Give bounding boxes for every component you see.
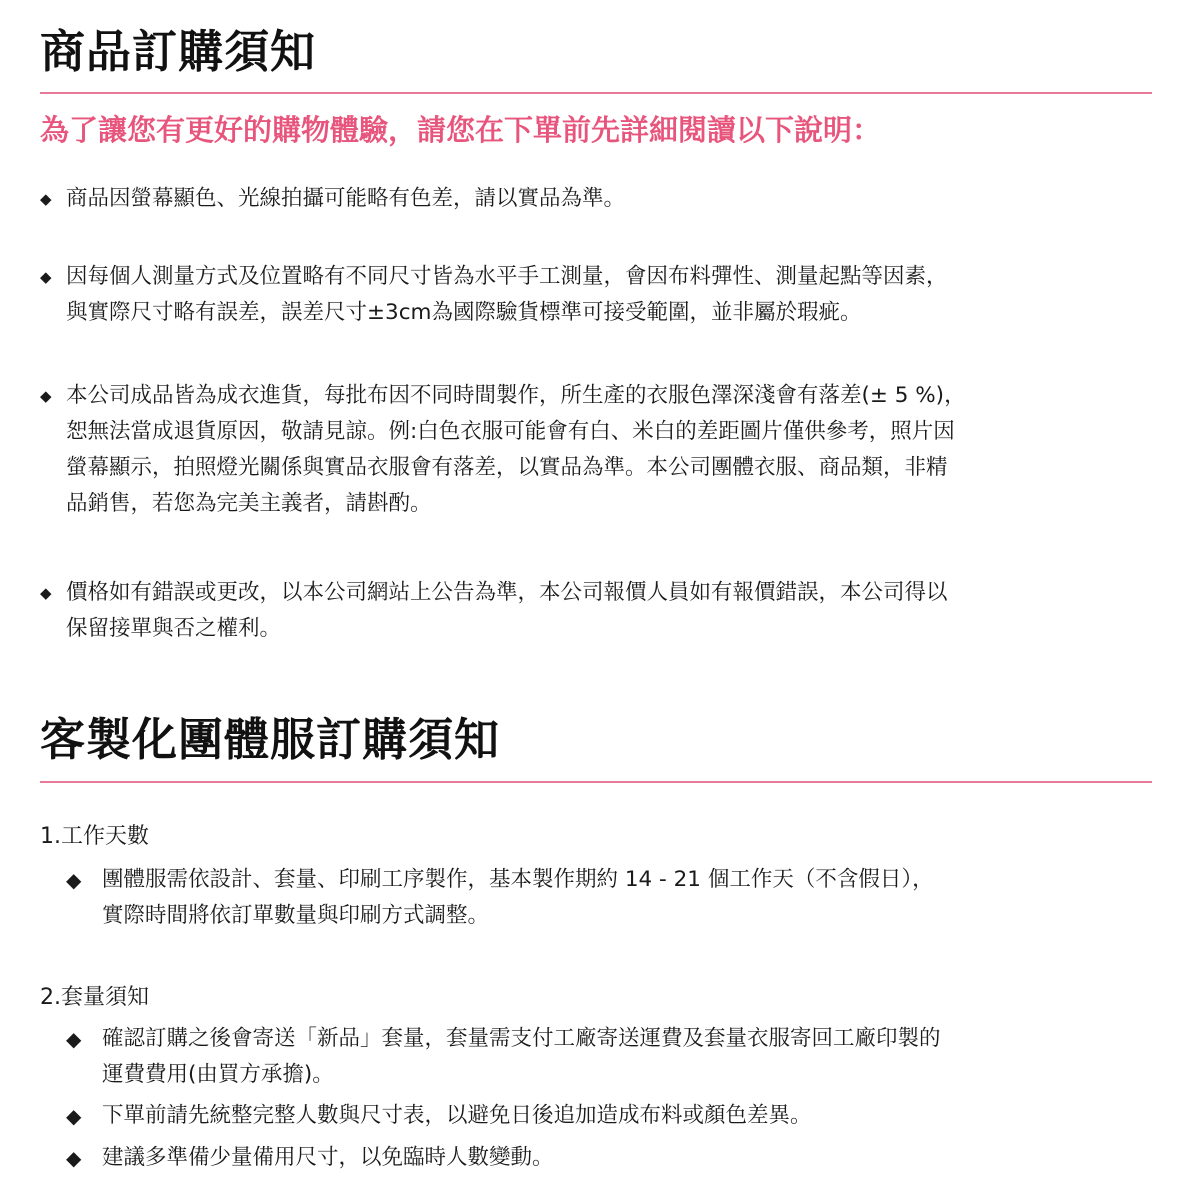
bullet-line: 螢幕顯示，拍照燈光關係與實品衣服會有落差，以實品為準。本公司團體衣服、商品類，非精 [66, 455, 948, 480]
group-heading-work-days: 1.工作天數 [40, 824, 149, 849]
diamond-bullet-icon: ◆ [66, 1104, 82, 1128]
bullet-text [102, 862, 1146, 934]
bullet-text [66, 378, 1150, 522]
bullet-line: 恕無法當成退貨原因，敬請見諒。例:白色衣服可能會有白、米白的差距圖片僅供參考，照片因 [66, 419, 955, 444]
bullet-text [66, 575, 1150, 647]
custom-order-bullet [66, 1140, 1146, 1176]
notice-bullet [40, 181, 1150, 217]
custom-order-bullet [66, 1021, 1146, 1093]
diamond-bullet-icon: ◆ [40, 268, 52, 286]
bullet-line: 商品因螢幕顯色、光線拍攝可能略有色差，請以實品為準。 [66, 186, 626, 211]
bullet-line: 確認訂購之後會寄送「新品」套量，套量需支付工廠寄送運費及套量衣服寄回工廠印製的 [102, 1026, 941, 1051]
bullet-line: 與實際尺寸略有誤差，誤差尺寸±3cm為國際驗貨標準可接受範圍，並非屬於瑕疵。 [66, 300, 862, 325]
section1-title: 商品訂購須知 [40, 25, 317, 78]
bullet-line: 運費費用(由買方承擔)。 [102, 1062, 334, 1087]
custom-order-bullet [66, 862, 1146, 934]
section2-title: 客製化團體服訂購須知 [40, 713, 501, 766]
diamond-bullet-icon: ◆ [40, 190, 52, 208]
section2-divider [40, 781, 1152, 783]
bullet-line: 實際時間將依訂單數量與印刷方式調整。 [102, 903, 490, 928]
bullet-line: 建議多準備少量備用尺寸，以免臨時人數變動。 [102, 1145, 554, 1170]
bullet-text [102, 1021, 1146, 1093]
bullet-line: 品銷售，若您為完美主義者，請斟酌。 [66, 491, 432, 516]
bullet-text [66, 181, 1150, 217]
bullet-line: 下單前請先統整完整人數與尺寸表，以避免日後追加造成布料或顏色差異。 [102, 1103, 812, 1128]
custom-order-bullet [66, 1098, 1146, 1134]
notice-bullet [40, 259, 1150, 331]
diamond-bullet-icon: ◆ [66, 868, 82, 892]
bullet-line: 本公司成品皆為成衣進貨，每批布因不同時間製作，所生產的衣服色澤深淺會有落差(± 5 %)， [66, 383, 966, 408]
diamond-bullet-icon: ◆ [66, 1146, 82, 1170]
bullet-text [66, 259, 1150, 331]
section1-subtitle: 為了讓您有更好的購物體驗，請您在下單前先詳細閱讀以下說明： [40, 113, 882, 147]
diamond-bullet-icon: ◆ [66, 1027, 82, 1051]
bullet-line: 價格如有錯誤或更改，以本公司網站上公告為準，本公司報價人員如有報價錯誤，本公司得以 [66, 580, 948, 605]
bullet-text [102, 1140, 1146, 1176]
bullet-line: 團體服需依設計、套量、印刷工序製作，基本製作期約 14 - 21 個工作天（不含假日）， [102, 867, 934, 892]
bullet-text [102, 1098, 1146, 1134]
diamond-bullet-icon: ◆ [40, 584, 52, 602]
bullet-line: 保留接單與否之權利。 [66, 616, 282, 641]
section1-divider [40, 92, 1152, 94]
bullet-line: 因每個人測量方式及位置略有不同尺寸皆為水平手工測量，會因布料彈性、測量起點等因素， [66, 264, 948, 289]
notice-bullet [40, 575, 1150, 647]
diamond-bullet-icon: ◆ [40, 387, 52, 405]
notice-bullet [40, 378, 1150, 522]
group-heading-sizing: 2.套量須知 [40, 985, 149, 1010]
